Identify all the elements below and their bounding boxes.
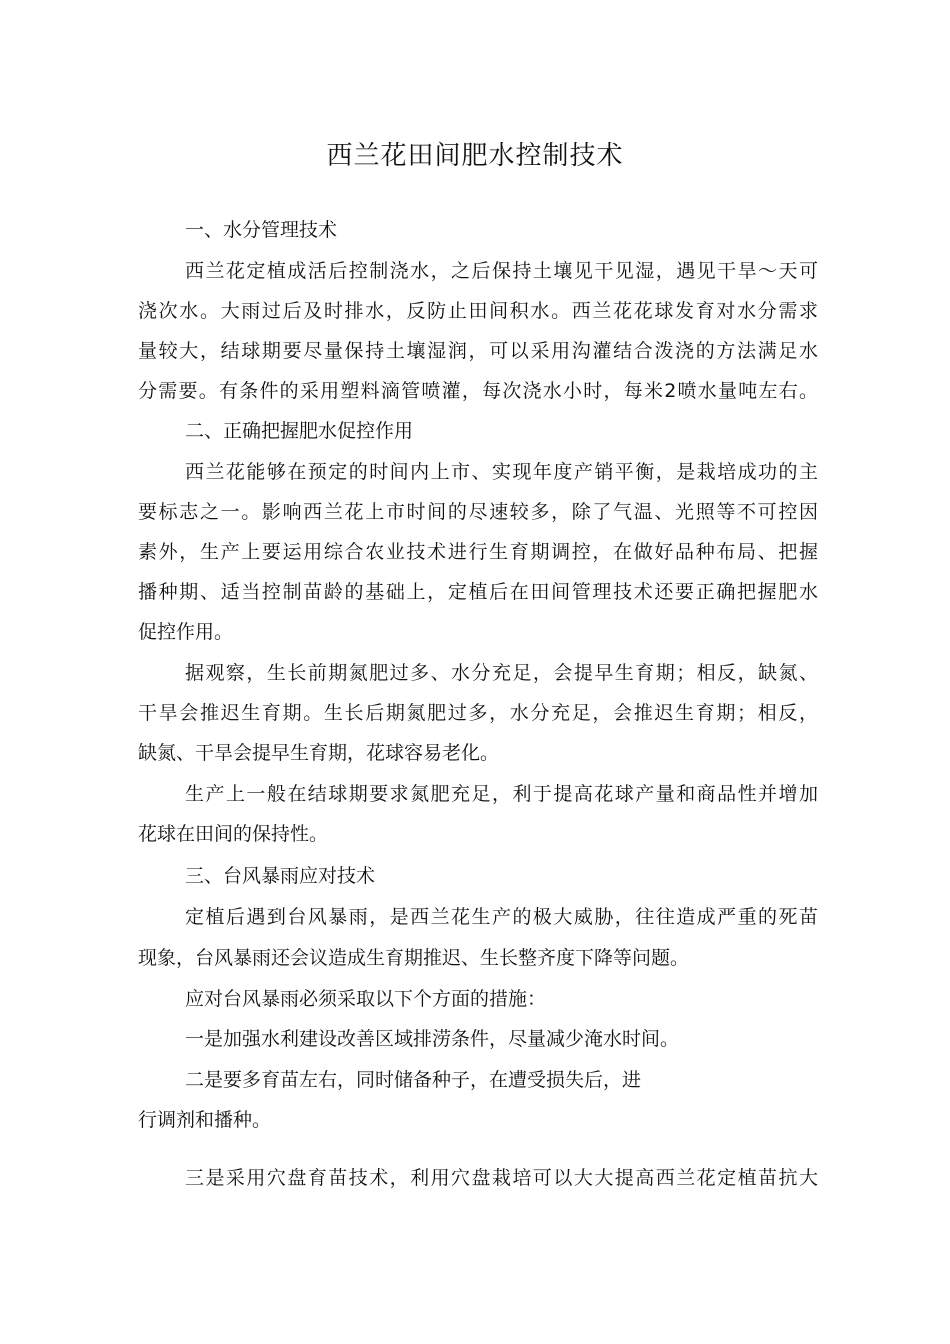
paragraph-line: 行调剂和播种。 xyxy=(138,1109,272,1131)
paragraph-line: 量较大，结球期要尽量保持土壤湿润，可以采用沟灌结合泼浇的方法满足水 xyxy=(138,340,818,362)
paragraph-line: 促控作用。 xyxy=(138,621,234,643)
paragraph-line: 应对台风暴雨必须采取以下个方面的措施： xyxy=(185,988,547,1010)
paragraph-line: 要标志之一。影响西兰花上市时间的尽速较多，除了气温、光照等不可控因 xyxy=(138,501,818,523)
paragraph-line: 西兰花定植成活后控制浇水，之后保持土壤见干见湿，遇见干旱～天可 xyxy=(185,260,818,282)
paragraph-line: 花球在田间的保持性。 xyxy=(138,823,329,845)
document-title: 西兰花田间肥水控制技术 xyxy=(326,141,624,171)
paragraph-line: 二是要多育苗左右，同时储备种子，在遭受损失后，进 xyxy=(185,1069,642,1091)
paragraph-line: 素外，生产上要运用综合农业技术进行生育期调控，在做好品种布局、把握 xyxy=(138,541,818,563)
section-heading: 三、台风暴雨应对技术 xyxy=(185,865,376,887)
paragraph-line: 三是采用穴盘育苗技术，利用穴盘栽培可以大大提高西兰花定植苗抗大 xyxy=(185,1167,818,1189)
paragraph-line: 定植后遇到台风暴雨，是西兰花生产的极大威胁，往往造成严重的死苗 xyxy=(185,906,818,928)
paragraph-line: 缺氮、干旱会提早生育期，花球容易老化。 xyxy=(138,742,500,764)
section-heading: 二、正确把握肥水促控作用 xyxy=(185,420,414,442)
paragraph-line: 现象，台风暴雨还会议造成生育期推迟、生长整齐度下降等问题。 xyxy=(138,947,690,969)
paragraph-line: 据观察，生长前期氮肥过多、水分充足，会提早生育期；相反，缺氮、 xyxy=(185,662,818,684)
paragraph-line: 一是加强水利建设改善区域排涝条件，尽量减少淹水时间。 xyxy=(185,1028,680,1050)
paragraph-line: 播种期、适当控制苗龄的基础上，定植后在田间管理技术还要正确把握肥水 xyxy=(138,581,818,603)
paragraph-line: 西兰花能够在预定的时间内上市、实现年度产销平衡，是栽培成功的主 xyxy=(185,461,818,483)
paragraph-line: 分需要。有条件的采用塑料滴管喷灌，每次浇水小时，每米2喷水量吨左右。 xyxy=(138,380,818,402)
section-heading: 一、水分管理技术 xyxy=(185,219,338,241)
paragraph-line: 生产上一般在结球期要求氮肥充足，利于提高花球产量和商品性并增加 xyxy=(185,783,818,805)
paragraph-line: 干旱会推迟生育期。生长后期氮肥过多，水分充足，会推迟生育期；相反， xyxy=(138,702,818,724)
paragraph-line: 浇次水。大雨过后及时排水，反防止田间积水。西兰花花球发育对水分需求 xyxy=(138,300,818,322)
